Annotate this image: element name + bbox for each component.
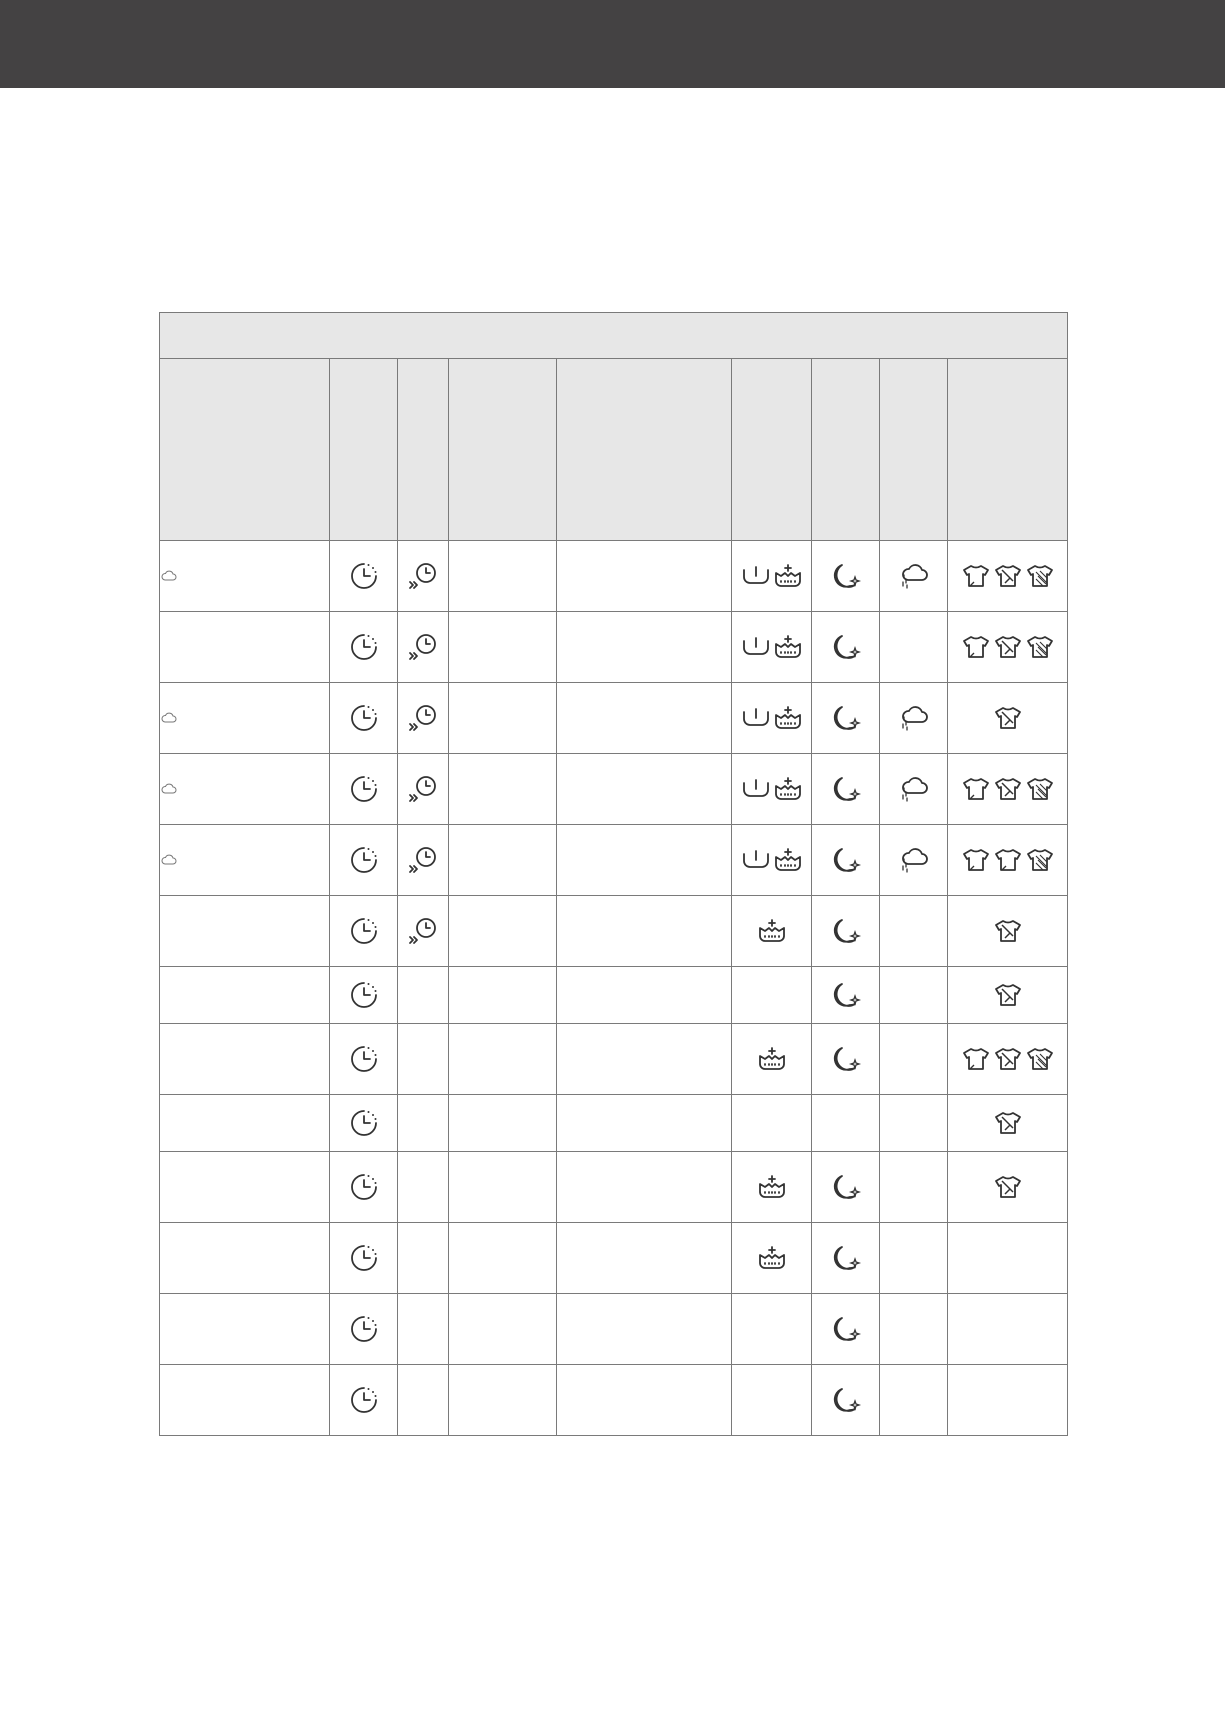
clock-icon [349,851,379,868]
program-cell [160,825,330,896]
program-cell [160,1294,330,1365]
basin-icon [741,709,771,726]
time-cell [330,541,398,612]
time-cell [330,1152,398,1223]
night-cell [812,612,880,683]
moon-stars-icon [831,1320,861,1337]
moon-stars-icon [831,851,861,868]
delay-cell [398,1223,449,1294]
shirt-spin-2-icon [993,986,1023,1003]
night-cell [812,683,880,754]
clock-icon [349,780,379,797]
spin-cell [948,896,1068,967]
time-cell [330,1365,398,1436]
delay-cell [398,1095,449,1152]
night-cell [812,825,880,896]
steam-cell [880,825,948,896]
moon-stars-icon [831,986,861,1003]
delay-cell [398,1024,449,1095]
basin-icon [741,567,771,584]
spin-cell [948,1095,1068,1152]
cloud-icon [161,709,177,726]
shirt-spin-1-icon [961,1050,991,1067]
time-cell [330,1024,398,1095]
time-cell [330,612,398,683]
spin-cell [948,1365,1068,1436]
spin-cell [948,1223,1068,1294]
moon-stars-icon [831,1178,861,1195]
basin-plus-icon [773,780,803,797]
shirt-spin-1-icon [961,638,991,655]
night-cell [812,967,880,1024]
cell-3 [449,967,557,1024]
clock-icon [349,567,379,584]
column-header-program [160,359,330,541]
shirt-spin-2-icon [993,922,1023,939]
table-title [160,313,1068,359]
table-row [160,825,1068,896]
shirt-spin-1-icon [961,780,991,797]
steam-cell [880,612,948,683]
delay-clock-icon [408,567,438,584]
program-cell [160,612,330,683]
steam-cell [880,1223,948,1294]
spin-cell [948,1152,1068,1223]
basin-plus-icon [757,1050,787,1067]
shirt-spin-1-icon [961,567,991,584]
temperature-cell [732,967,812,1024]
steam-cell [880,1095,948,1152]
cloud-icon [161,851,177,868]
cell-4 [557,1024,732,1095]
cell-3 [449,1294,557,1365]
steam-cell [880,541,948,612]
steam-cloud-icon [898,780,930,797]
cell-4 [557,967,732,1024]
column-header-time [330,359,398,541]
time-cell [330,1294,398,1365]
column-header-spin [948,359,1068,541]
basin-icon [741,638,771,655]
temperature-cell [732,896,812,967]
column-header-temperature [732,359,812,541]
cell-3 [449,612,557,683]
time-cell [330,1223,398,1294]
shirt-spin-3-icon [1025,780,1055,797]
program-cell [160,1095,330,1152]
clock-icon [349,709,379,726]
cell-4 [557,1152,732,1223]
spin-cell [948,612,1068,683]
program-cell [160,754,330,825]
spin-cell [948,1024,1068,1095]
shirt-spin-2-icon [993,1178,1023,1195]
cell-3 [449,825,557,896]
column-header-night [812,359,880,541]
shirt-spin-1-icon [993,851,1023,868]
delay-cell [398,896,449,967]
table-row [160,1294,1068,1365]
temperature-cell [732,1152,812,1223]
clock-icon [349,1050,379,1067]
table-row [160,1223,1068,1294]
basin-plus-icon [757,1249,787,1266]
top-header-bar [0,0,1225,88]
table-row [160,967,1068,1024]
cloud-icon [161,780,177,797]
cell-4 [557,1223,732,1294]
time-cell [330,683,398,754]
cell-4 [557,612,732,683]
temperature-cell [732,541,812,612]
steam-cell [880,683,948,754]
program-cell [160,967,330,1024]
steam-cloud-icon [898,567,930,584]
night-cell [812,541,880,612]
steam-cloud-icon [898,709,930,726]
moon-stars-icon [831,1249,861,1266]
delay-clock-icon [408,709,438,726]
temperature-cell [732,683,812,754]
cell-3 [449,1152,557,1223]
cell-4 [557,1294,732,1365]
column-header-3 [449,359,557,541]
time-cell [330,967,398,1024]
cell-4 [557,541,732,612]
clock-icon [349,1178,379,1195]
basin-plus-icon [773,638,803,655]
cell-4 [557,1365,732,1436]
delay-clock-icon [408,851,438,868]
program-cell [160,1365,330,1436]
delay-cell [398,683,449,754]
basin-icon [741,851,771,868]
spin-cell [948,1294,1068,1365]
temperature-cell [732,1365,812,1436]
column-header-4 [557,359,732,541]
cell-3 [449,683,557,754]
table-row [160,541,1068,612]
basin-icon [741,780,771,797]
table-row [160,754,1068,825]
table-row [160,1095,1068,1152]
basin-plus-icon [757,922,787,939]
program-cell [160,683,330,754]
cell-4 [557,754,732,825]
table-row [160,683,1068,754]
night-cell [812,896,880,967]
delay-cell [398,1294,449,1365]
cell-4 [557,1095,732,1152]
cell-3 [449,896,557,967]
delay-cell [398,1365,449,1436]
cell-3 [449,1223,557,1294]
moon-stars-icon [831,709,861,726]
steam-cell [880,1294,948,1365]
moon-stars-icon [831,1050,861,1067]
time-cell [330,754,398,825]
shirt-spin-1-icon [961,851,991,868]
table-row [160,1365,1068,1436]
clock-icon [349,922,379,939]
shirt-spin-2-icon [993,780,1023,797]
cell-3 [449,1024,557,1095]
time-cell [330,896,398,967]
shirt-spin-2-icon [993,1050,1023,1067]
shirt-spin-2-icon [993,567,1023,584]
night-cell [812,1223,880,1294]
basin-plus-icon [773,851,803,868]
moon-stars-icon [831,638,861,655]
night-cell [812,754,880,825]
temperature-cell [732,754,812,825]
cell-3 [449,1095,557,1152]
steam-cell [880,1024,948,1095]
delay-clock-icon [408,638,438,655]
shirt-spin-3-icon [1025,1050,1055,1067]
clock-icon [349,986,379,1003]
time-cell [330,1095,398,1152]
cell-4 [557,825,732,896]
clock-icon [349,638,379,655]
shirt-spin-3-icon [1025,567,1055,584]
program-cell [160,1152,330,1223]
night-cell [812,1294,880,1365]
table-row [160,896,1068,967]
cell-3 [449,1365,557,1436]
shirt-spin-3-icon [1025,851,1055,868]
night-cell [812,1152,880,1223]
column-header-steam [880,359,948,541]
column-header-delay [398,359,449,541]
delay-cell [398,754,449,825]
time-cell [330,825,398,896]
steam-cell [880,967,948,1024]
temperature-cell [732,1095,812,1152]
delay-cell [398,1152,449,1223]
shirt-spin-2-icon [993,1114,1023,1131]
moon-stars-icon [831,567,861,584]
cloud-icon [161,567,177,584]
moon-stars-icon [831,1391,861,1408]
spin-cell [948,541,1068,612]
shirt-spin-2-icon [993,638,1023,655]
delay-cell [398,967,449,1024]
spin-cell [948,825,1068,896]
night-cell [812,1365,880,1436]
steam-cell [880,1365,948,1436]
night-cell [812,1024,880,1095]
clock-icon [349,1114,379,1131]
temperature-cell [732,825,812,896]
program-cell [160,1024,330,1095]
table-row [160,1152,1068,1223]
program-cell [160,896,330,967]
cell-3 [449,754,557,825]
basin-plus-icon [773,709,803,726]
program-cell [160,541,330,612]
cell-4 [557,683,732,754]
delay-cell [398,612,449,683]
clock-icon [349,1320,379,1337]
table-row [160,1024,1068,1095]
cell-4 [557,896,732,967]
delay-cell [398,541,449,612]
steam-cell [880,754,948,825]
temperature-cell [732,612,812,683]
delay-clock-icon [408,780,438,797]
cell-3 [449,541,557,612]
steam-cell [880,896,948,967]
steam-cell [880,1152,948,1223]
temperature-cell [732,1024,812,1095]
shirt-spin-3-icon [1025,638,1055,655]
steam-cloud-icon [898,851,930,868]
temperature-cell [732,1294,812,1365]
program-options-table [159,312,1068,1436]
moon-stars-icon [831,780,861,797]
spin-cell [948,754,1068,825]
night-cell [812,1095,880,1152]
delay-clock-icon [408,922,438,939]
moon-stars-icon [831,922,861,939]
delay-cell [398,825,449,896]
basin-plus-icon [757,1178,787,1195]
temperature-cell [732,1223,812,1294]
clock-icon [349,1249,379,1266]
table-row [160,612,1068,683]
shirt-spin-2-icon [993,709,1023,726]
program-cell [160,1223,330,1294]
spin-cell [948,683,1068,754]
spin-cell [948,967,1068,1024]
basin-plus-icon [773,567,803,584]
clock-icon [349,1391,379,1408]
